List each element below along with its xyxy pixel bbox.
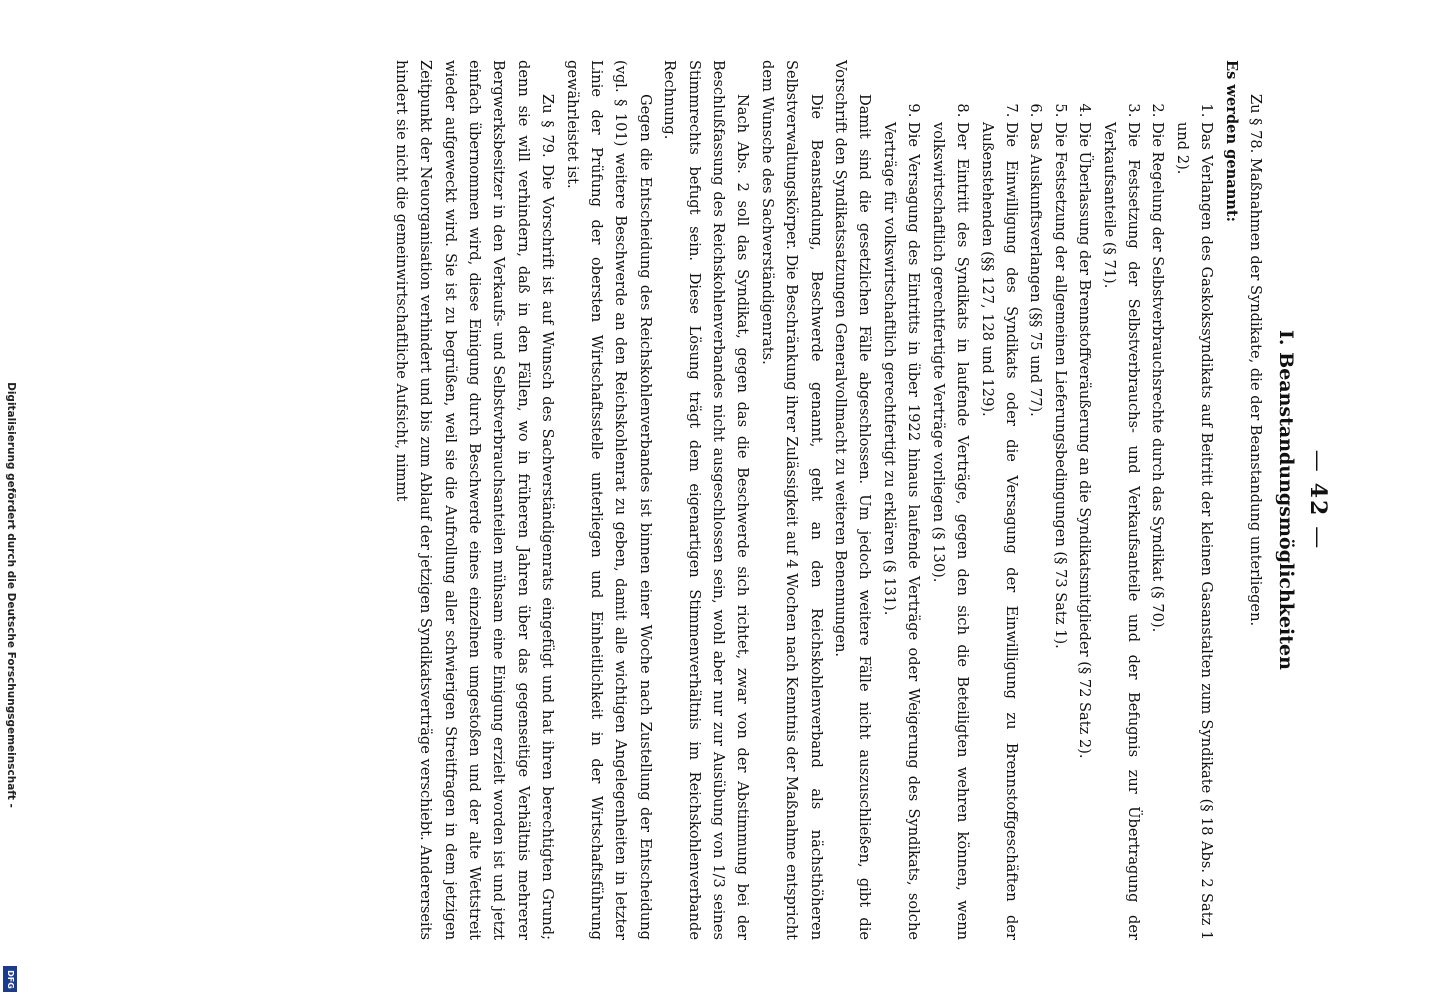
section-title: I. Beanstandungsmöglichkeiten (1275, 330, 1297, 670)
body-paragraph: Die Beanstandung, Beschwerde genannt, geht an den Reichskohlenverband als nächsthöheren Selbstverwaltungskörper. Die Beschränkung ihrer Zulässigkeit auf 4 Wochen nach Kenntnis der Maßnahme entspricht dem Wunsche des Sachverständigenrats. (758, 60, 825, 940)
body-paragraph: Zu § 79. Die Vorschrift ist auf Wunsch des Sachverständigenrats eingefügt und hat ihren berechtigten Grund; denn sie will verhindern, daß in den Fällen, wo in früheren Jahren über das gegenseitige Verhältnis mehrerer Bergwerksbesitzer in den Verkaufs- und Selbstverbrauchsanteilen mühsam eine Einigung erzielt worden ist und jetzt einfach übernommen wird, diese Einigung durch Beschwerde eines einzelnen umgestoßen und der alte Wettstreit wieder aufgeweckt wird. Sie ist zu begrüßen, weil sie die Aufrollung aller schwierigen Streitfragen in dem jetzigen Zeitpunkt der Neuorganisation verhindert und bis zum Ablauf der jetzigen Syndikatsverträge verschiebt. Andererseits hindert sie nicht die gemeinwirtschaftliche Aufsicht, nimmt (392, 60, 557, 940)
list-item: 1. Das Verlangen des Gaskokssyndikats auf Beitritt der kleinen Gasanstalten zum Syndikate (§ 18 Abs. 2 Satz 1 und 2). (1169, 122, 1218, 940)
list-item: 5. Die Festsetzung der allgemeinen Lieferungsbedingungen (§ 73 Satz 1). (1047, 122, 1071, 940)
list-item: 6. Das Auskunftsverlangen (§§ 75 und 77). (1023, 122, 1047, 940)
body-paragraph: Gegen die Entscheidung des Reichskohlenverbandes ist binnen einer Woche nach Zustellung der Entscheidung (vgl. § 101) weitere Beschwerde an den Reichskohlenrat zu geben, damit alle wichtigen Angelegenheiten in letzter Linie der Prüfung der obersten Wirtschaftsstelle unterliegen und Einheitlichkeit in der Wirtschaftsführung gewährleistet ist. (563, 60, 654, 940)
list-item: 7. Die Einwilligung des Syndikats oder die Versagung der Einwilligung zu Brennstoffgeschäften der Außenstehenden (§§ 127, 128 und 129). (974, 122, 1023, 940)
list-item: 2. Die Regelung der Selbstverbrauchsrechte durch das Syndikat (§ 70). (1145, 122, 1169, 940)
body-paragraph: Nach Abs. 2 soll das Syndikat, gegen das die Beschwerde sich richtet, zwar von der Abstimmung bei der Beschlußfassung des Reichskohlenverbandes nicht ausgeschlossen sein, wohl aber nur zur Ausübung von 1/3 seines Stimmrechts befugt sein. Diese Lösung trägt dem eigenartigen Stimmenverhältnis im Reichskohlenverbande Rechnung. (661, 60, 752, 940)
intro-lead: Es werden genannt: (1222, 60, 1240, 223)
document-page (26, 0, 1406, 1000)
intro-paragraph: Zu § 78. Maßnahmen der Syndikate, die der Beanstandung unterliegen. (1247, 94, 1264, 627)
measures-list (877, 60, 1219, 940)
page-header (1305, 60, 1331, 940)
dfg-logo-icon (3, 966, 17, 992)
margin-attribution (0, 0, 22, 1000)
body-paragraph: Damit sind die gesetzlichen Fälle abgeschlossen. Um jedoch weitere Fälle nicht auszuschließen, gibt die Vorschrift den Syndikatssatzungen Generalvollmacht zu weiteren Benennungen. (832, 60, 874, 940)
list-item: 3. Die Festsetzung der Selbstverbrauchs- und Verkaufsanteile und der Befugnis zur Übertragung der Verkaufsanteile (§ 71). (1096, 122, 1145, 940)
list-item: 9. Die Versagung des Eintritts in über 1922 hinaus laufende Verträge oder Weigerung des Syndikats, solche Verträge für volkswirtschaftlich gerechtfertigt zu erklären (§ 131). (877, 122, 926, 940)
list-item: 4. Die Überlassung der Brennstoffveräußerung an die Syndikatsmitglieder (§ 72 Satz 2). (1072, 122, 1096, 940)
dfg-logo-text: DFG (5, 969, 15, 989)
attribution-text: Digitalisierung gefördert durch die Deutsche Forschungsgemeinschaft - (5, 382, 17, 808)
list-item: 8. Der Eintritt des Syndikats in laufende Verträge, gegen den sich die Beteiligten wehren können, wenn volkswirtschaftlich gerechtfertigte Verträge vorliegen (§ 130). (925, 122, 974, 940)
rotated-page-content (101, 60, 1331, 940)
page-number: — 42 — (1305, 450, 1331, 551)
